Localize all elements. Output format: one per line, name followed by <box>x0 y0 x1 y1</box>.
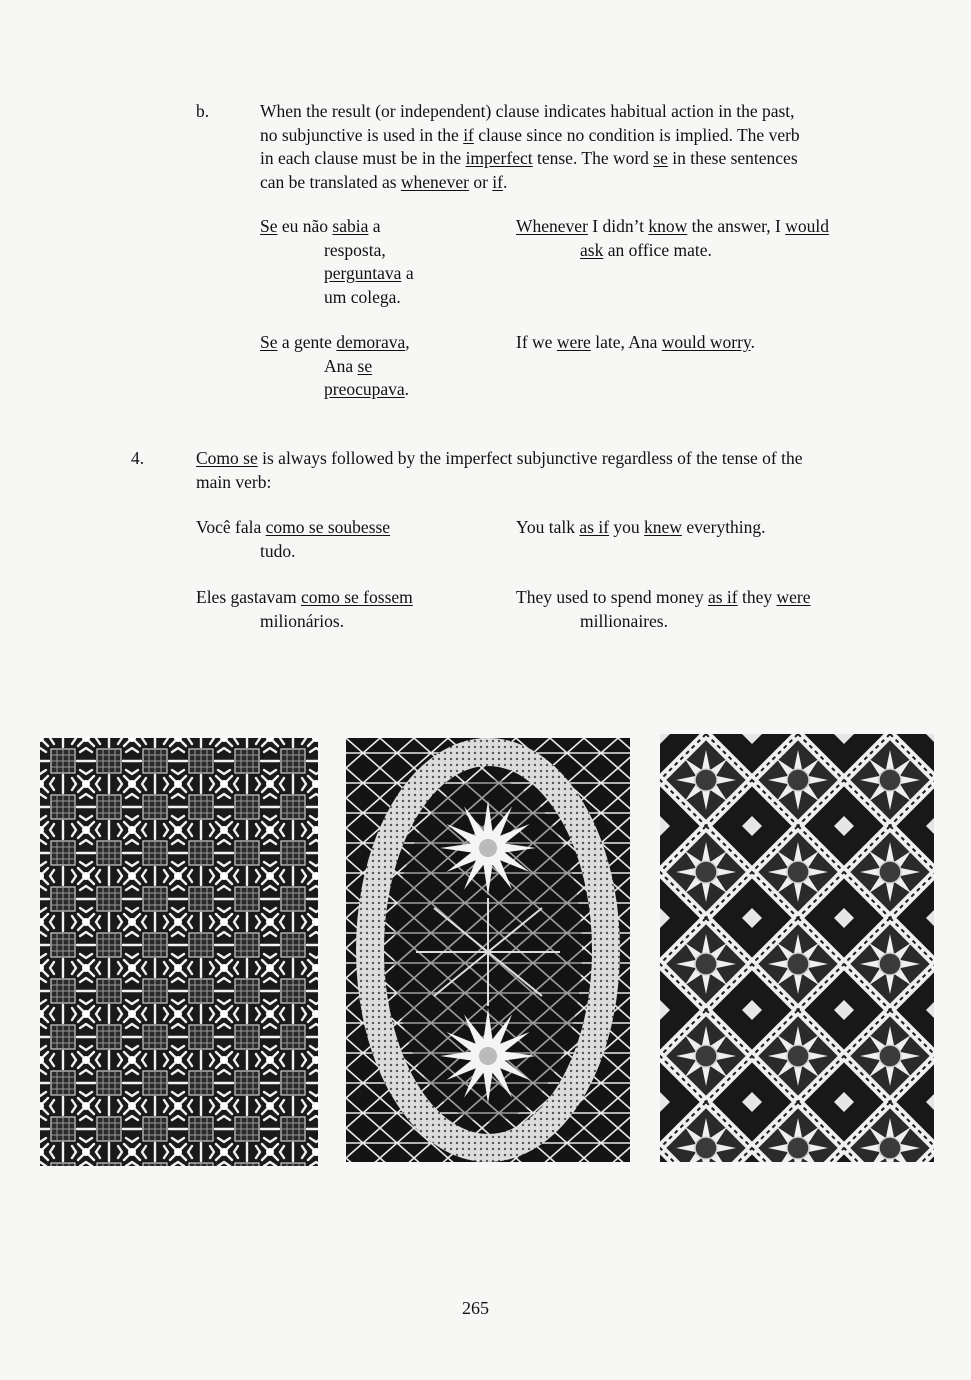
text-segment: a <box>368 216 381 236</box>
text-line <box>196 471 803 495</box>
underlined-word: sabia <box>332 216 369 236</box>
text-segment: late, Ana <box>590 332 662 352</box>
text-segment: a <box>401 263 414 283</box>
text-segment: everything. <box>681 517 766 537</box>
text-segment: in each clause must be in the <box>260 148 466 168</box>
section-b-marker: b. <box>196 101 210 121</box>
underlined-word: Se <box>260 332 278 352</box>
section-4-marker: 4. <box>131 448 145 468</box>
lace-photo-center <box>346 738 630 1162</box>
text-segment: an office mate. <box>603 239 712 260</box>
underlined-word: as if <box>707 587 738 607</box>
underlined-word: whenever <box>400 171 469 192</box>
text-line <box>516 610 811 634</box>
text-segment: you <box>609 517 645 537</box>
text-segment: milionários. <box>260 610 345 631</box>
text-segment: tudo. <box>260 540 296 561</box>
text-segment: tense. The word <box>532 148 654 168</box>
underlined-word: would <box>785 216 829 236</box>
text-segment: . <box>502 171 508 192</box>
text-segment: clause since no condition is implied. The verb <box>473 124 800 145</box>
text-line <box>260 286 414 310</box>
text-segment: I didn’t <box>587 216 649 236</box>
underlined-word: imperfect <box>465 148 533 168</box>
text-segment: . <box>750 332 755 352</box>
underlined-word: know <box>648 216 688 236</box>
text-segment: um colega. <box>324 286 401 307</box>
underlined-word: demorava <box>336 332 406 352</box>
underlined-word: Whenever <box>516 216 588 236</box>
page-number: 265 <box>462 1298 489 1318</box>
example1-portuguese <box>260 215 414 309</box>
text-segment: can be translated as <box>260 171 401 192</box>
section-b-paragraph <box>260 100 800 194</box>
example1-english <box>516 215 829 262</box>
example2-english <box>516 331 755 355</box>
text-line <box>260 147 800 171</box>
text-segment: a gente <box>277 332 337 352</box>
text-line <box>516 586 811 610</box>
example2-portuguese <box>260 331 410 402</box>
underlined-word: if <box>463 124 474 145</box>
text-line <box>260 355 410 379</box>
text-line <box>196 586 413 610</box>
text-line <box>196 610 413 634</box>
text-line <box>260 215 414 239</box>
underlined-word: ask <box>580 239 604 260</box>
underlined-word: preocupava <box>324 379 405 399</box>
underlined-word: como se soubesse <box>265 517 391 537</box>
text-segment: . <box>404 379 410 399</box>
text-line <box>196 516 390 540</box>
text-line <box>516 516 766 540</box>
text-line <box>196 447 803 471</box>
text-segment: is always followed by the imperfect subjunctive regardless of the tense of the <box>257 448 803 468</box>
text-line <box>516 331 755 355</box>
text-segment: Eles gastavam <box>196 587 301 607</box>
text-line <box>260 124 800 148</box>
text-line <box>260 239 414 263</box>
text-segment: , <box>405 332 410 352</box>
section-4-paragraph <box>196 447 803 494</box>
example4-english <box>516 586 811 633</box>
text-line <box>260 262 414 286</box>
lace-photo-left <box>40 738 318 1166</box>
text-line <box>260 100 800 124</box>
text-segment: They used to spend money <box>516 587 708 607</box>
underlined-word: knew <box>644 517 682 537</box>
text-line <box>516 239 829 263</box>
text-segment: or <box>468 171 493 192</box>
underlined-word: como se fossem <box>300 587 413 607</box>
underlined-word: if <box>492 171 503 192</box>
underlined-word: se <box>357 355 373 376</box>
lace-photo-right <box>660 734 934 1162</box>
underlined-word: were <box>776 587 811 607</box>
underlined-word: Se <box>260 216 278 236</box>
text-line <box>260 171 800 195</box>
text-segment: Ana <box>324 355 358 376</box>
text-line <box>196 540 390 564</box>
text-segment: eu não <box>277 216 333 236</box>
text-segment: If we <box>516 332 557 352</box>
text-segment: in these sentences <box>667 148 798 168</box>
example4-portuguese <box>196 586 413 633</box>
text-segment: You talk <box>516 517 580 537</box>
underlined-word: would worry <box>661 332 751 352</box>
underlined-word: Como se <box>196 448 258 468</box>
underlined-word: se <box>653 148 668 168</box>
example3-portuguese <box>196 516 390 563</box>
text-segment: Você fala <box>196 517 266 537</box>
text-segment: they <box>737 587 777 607</box>
text-segment: main verb: <box>196 471 272 492</box>
underlined-word: were <box>556 332 591 352</box>
text-segment: When the result (or independent) clause indicates habitual action in the past, <box>260 101 795 121</box>
text-line <box>516 215 829 239</box>
text-segment: the answer, I <box>687 216 786 236</box>
text-line <box>260 331 410 355</box>
underlined-word: perguntava <box>324 263 402 283</box>
example3-english <box>516 516 766 540</box>
underlined-word: as if <box>579 517 610 537</box>
text-segment: resposta, <box>324 239 386 260</box>
text-segment: millionaires. <box>580 610 668 631</box>
text-segment: no subjunctive is used in the <box>260 124 464 145</box>
text-line <box>260 378 410 402</box>
